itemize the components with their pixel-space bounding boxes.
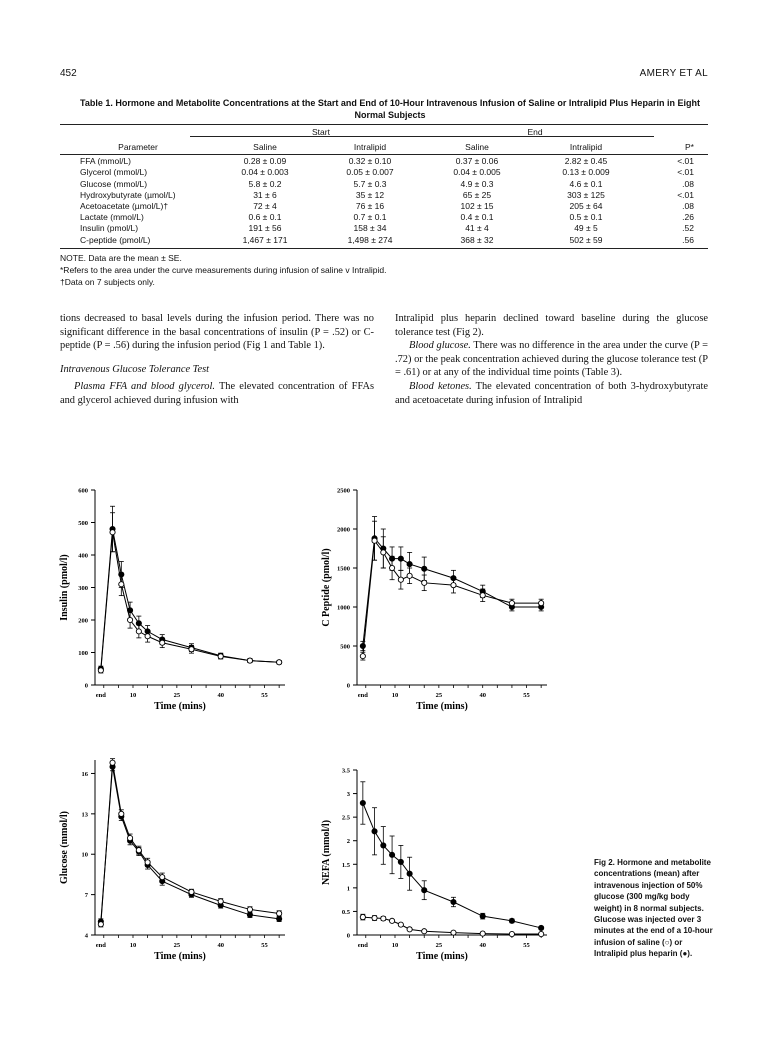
data-point: [480, 931, 485, 936]
row-value: 502 ± 59: [569, 234, 603, 245]
data-point: [451, 930, 456, 935]
section-heading: Intravenous Glucose Tolerance Test: [60, 363, 210, 375]
data-point: [247, 658, 252, 663]
row-value: 0.7 ± 0.1: [353, 212, 387, 223]
data-point: [218, 899, 223, 904]
text-column-left: [60, 312, 374, 408]
data-point: [381, 916, 386, 921]
data-point: [277, 911, 282, 916]
row-value: 0.04 ± 0.005: [453, 167, 501, 178]
table-footnote: *Refers to the area under the curve measurements during infusion of saline v Intralipid.: [60, 265, 387, 275]
figure-caption: Fig 2. Hormone and metabolite concentrations (mean) after intravenous injection of 50% glucose (300 mg/kg body weight) in 8 normal subjects. Glucose was injected over 3 minutes at the end of a 10-hour infusion of saline (○) or Intralipid plus heparin (●).: [594, 858, 713, 959]
chart-panel-4: [321, 768, 547, 963]
y-tick-label: 13: [81, 811, 88, 819]
y-tick-label: 1: [346, 885, 350, 893]
x-axis-label: Time (mins): [154, 701, 206, 712]
data-point: [539, 931, 544, 936]
y-tick-label: 600: [78, 487, 88, 495]
row-value: 0.28 ± 0.09: [243, 156, 287, 167]
y-tick-label: 0: [84, 682, 88, 690]
x-tick-label: 55: [261, 692, 268, 699]
row-p-value: <.01: [677, 167, 694, 178]
series-line: [101, 763, 279, 925]
row-parameter: Lactate (mmol/L): [80, 212, 144, 223]
data-point: [372, 915, 377, 920]
data-point: [247, 912, 252, 917]
row-value: 0.05 ± 0.007: [346, 167, 394, 178]
row-value: 0.13 ± 0.009: [562, 167, 610, 178]
paragraph: [395, 339, 708, 380]
table-row: [60, 212, 708, 223]
group-header-start: Start: [312, 127, 330, 137]
row-value: 0.4 ± 0.1: [460, 212, 494, 223]
x-tick-label: 40: [479, 692, 486, 699]
y-tick-label: 300: [78, 585, 88, 592]
table-row: [60, 190, 708, 201]
y-tick-label: 1.5: [341, 861, 350, 869]
col-header: P*: [685, 141, 694, 152]
y-tick-label: 1500: [337, 565, 350, 573]
data-point: [398, 577, 403, 582]
page-number: 452: [60, 68, 77, 79]
row-parameter: Glycerol (mmol/L): [80, 167, 148, 178]
row-value: 41 ± 4: [465, 223, 489, 234]
x-tick-label: 55: [523, 692, 530, 699]
y-axis-label: Glucose (mmol/l): [59, 810, 70, 885]
data-point: [218, 654, 223, 659]
x-tick-label: 25: [173, 692, 181, 699]
row-value: 303 ± 125: [567, 189, 605, 200]
data-point: [372, 538, 377, 543]
data-point: [136, 629, 141, 634]
y-tick-label: 2: [346, 838, 350, 846]
x-tick-label: 25: [173, 942, 181, 949]
data-point: [381, 550, 386, 555]
running-head: AMERY ET AL: [639, 68, 708, 79]
x-tick-label: 10: [391, 942, 399, 949]
data-point: [247, 907, 252, 912]
paragraph-text: The elevated concentration of both 3-hydroxybutyrate and acetoacetate during infusion of Intralipid: [395, 380, 709, 406]
paragraph-text: There was no difference in the area under the curve (P = .72) or the peak concentration achieved during the glucose tolerance test (P = .61) or at any of the individual time points (Table 3).: [395, 340, 708, 379]
series-open: [360, 914, 544, 936]
y-tick-label: 200: [78, 617, 88, 625]
row-p-value: .08: [682, 201, 694, 212]
table-row: [60, 156, 708, 167]
x-tick-label: end: [357, 692, 368, 699]
data-point: [422, 929, 427, 934]
data-point: [398, 922, 403, 927]
data-point: [509, 931, 514, 936]
data-point: [372, 829, 377, 834]
x-tick-label: 40: [217, 692, 224, 699]
y-axis-label: NEFA (mmol/l): [321, 819, 332, 886]
run-in-heading: Blood glucose.: [409, 340, 471, 352]
data-point: [407, 927, 412, 932]
data-point: [389, 565, 394, 570]
x-tick-label: 55: [523, 942, 530, 949]
y-tick-label: 10: [81, 851, 88, 859]
x-tick-label: 25: [435, 942, 443, 949]
series-line: [363, 538, 541, 646]
data-point: [189, 889, 194, 894]
x-tick-label: 25: [435, 692, 443, 699]
y-tick-label: 500: [78, 520, 88, 527]
data-point: [160, 875, 165, 880]
chart-panel-1: [59, 488, 285, 713]
chart-panel-2: [321, 488, 547, 713]
row-value: 102 ± 15: [460, 201, 494, 212]
data-point: [110, 530, 115, 535]
table-row: [60, 223, 708, 234]
data-point: [160, 640, 165, 645]
row-value: 158 ± 34: [353, 223, 387, 234]
series-open: [98, 759, 282, 927]
col-header: Saline: [253, 141, 277, 152]
col-header: Parameter: [118, 141, 158, 152]
data-point: [398, 859, 403, 864]
data-point: [127, 617, 132, 622]
data-point: [407, 871, 412, 876]
x-tick-label: end: [95, 942, 106, 949]
row-parameter: Hydroxybutyrate (µmol/L): [80, 189, 176, 200]
row-p-value: <.01: [677, 189, 694, 200]
y-tick-label: 500: [340, 643, 350, 651]
y-tick-label: 100: [78, 650, 88, 657]
row-value: 2.82 ± 0.45: [564, 156, 608, 167]
y-tick-label: 2000: [337, 526, 350, 534]
y-axis-label: Insulin (pmol/l): [59, 554, 70, 621]
data-point: [119, 582, 124, 587]
x-tick-label: 55: [261, 942, 268, 949]
table-row: [60, 201, 708, 212]
row-value: 4.6 ± 0.1: [569, 178, 603, 189]
x-tick-label: 10: [129, 942, 137, 949]
row-value: 191 ± 56: [248, 223, 282, 234]
table-footnote: †Data on 7 subjects only.: [60, 277, 155, 287]
data-point: [277, 660, 282, 665]
col-header: Intralipid: [353, 141, 387, 152]
row-value: 76 ± 16: [355, 201, 385, 212]
row-value: 368 ± 32: [460, 234, 494, 245]
row-p-value: .08: [682, 178, 694, 189]
data-point: [422, 580, 427, 585]
data-point: [480, 593, 485, 598]
data-point: [480, 914, 485, 919]
series-line: [101, 767, 279, 922]
x-axis-label: Time (mins): [154, 951, 206, 962]
y-tick-label: 1000: [337, 604, 350, 612]
y-tick-label: 0.5: [341, 908, 350, 916]
y-tick-label: 2.5: [341, 814, 350, 822]
data-point: [360, 914, 365, 919]
table-row: [60, 235, 708, 246]
series-filled: [360, 782, 544, 931]
data-point: [360, 654, 365, 659]
run-in-heading: Blood ketones.: [409, 380, 472, 392]
x-tick-label: end: [357, 942, 368, 949]
row-value: 5.7 ± 0.3: [353, 178, 387, 189]
x-tick-label: 40: [479, 942, 486, 949]
data-point: [98, 668, 103, 673]
row-value: 72 ± 4: [253, 201, 277, 212]
row-value: 4.9 ± 0.3: [460, 178, 494, 189]
table-note: NOTE. Data are the mean ± SE.: [60, 253, 182, 263]
chart-panel-3: [59, 759, 285, 962]
data-point: [451, 583, 456, 588]
x-tick-label: 40: [217, 942, 224, 949]
data-point: [539, 925, 544, 930]
data-point: [422, 888, 427, 893]
row-parameter: Insulin (pmol/L): [80, 223, 139, 234]
x-axis-label: Time (mins): [416, 701, 468, 712]
table-row: [60, 167, 708, 178]
row-value: 35 ± 12: [355, 189, 385, 200]
data-point: [389, 918, 394, 923]
paragraph: Intralipid plus heparin declined toward baseline during the glucose tolerance test (Fig 2).: [395, 313, 708, 338]
row-p-value: <.01: [677, 156, 694, 167]
row-value: 0.32 ± 0.10: [348, 156, 392, 167]
series-filled: [98, 763, 282, 925]
paragraph: tions decreased to basal levels during the infusion period. There was no significant difference in the basal concentrations of insulin (P = .52) or C-peptide (P = .56) during the infusion period (Fig 1 and Table 1).: [60, 313, 374, 352]
data-point: [127, 835, 132, 840]
paragraph-text: The elevated concentration of FFAs and glycerol achieved during infusion with: [60, 381, 374, 406]
table-row: [60, 179, 708, 190]
data-point: [145, 860, 150, 865]
data-point: [277, 916, 282, 921]
x-tick-label: 10: [391, 692, 399, 699]
row-parameter: C-peptide (pmol/L): [80, 234, 151, 245]
y-tick-label: 4: [84, 932, 88, 940]
x-tick-label: end: [95, 692, 106, 699]
y-tick-label: 0: [346, 682, 350, 690]
y-tick-label: 3.5: [341, 767, 350, 775]
data-point: [451, 899, 456, 904]
col-header: Intralipid: [569, 141, 603, 152]
row-value: 0.04 ± 0.003: [241, 167, 289, 178]
row-value: 0.37 ± 0.06: [455, 156, 499, 167]
y-tick-label: 400: [78, 552, 88, 560]
paragraph: [60, 380, 374, 407]
data-point: [381, 843, 386, 848]
y-axis-label: C Peptide (pmol/l): [321, 548, 332, 627]
col-header: Saline: [465, 141, 489, 152]
row-parameter: FFA (mmol/L): [80, 156, 132, 167]
series-open: [360, 521, 544, 660]
data-point: [360, 643, 365, 648]
data-point: [407, 562, 412, 567]
data-point: [422, 566, 427, 571]
data-point: [539, 601, 544, 606]
data-point: [110, 760, 115, 765]
group-header-end: End: [527, 127, 543, 137]
data-point: [189, 647, 194, 652]
row-value: 1,498 ± 274: [347, 234, 393, 245]
row-p-value: .52: [682, 223, 694, 234]
row-value: 1,467 ± 171: [242, 234, 288, 245]
row-value: 205 ± 64: [569, 201, 603, 212]
row-value: 0.6 ± 0.1: [248, 212, 282, 223]
row-parameter: Glucose (mmol/L): [80, 178, 148, 189]
data-point: [407, 573, 412, 578]
y-tick-label: 0: [346, 932, 350, 940]
data-point: [360, 800, 365, 805]
row-value: 65 ± 25: [462, 189, 492, 200]
row-p-value: .26: [682, 212, 694, 223]
text-column-right: [395, 312, 708, 407]
row-value: 31 ± 6: [253, 189, 277, 200]
series-line: [363, 803, 541, 928]
data-point: [145, 634, 150, 639]
row-value: 0.5 ± 0.1: [569, 212, 603, 223]
y-tick-label: 3: [346, 791, 350, 799]
run-in-heading: Plasma FFA and blood glycerol.: [74, 381, 215, 393]
data-point: [98, 922, 103, 927]
row-value: 49 ± 5: [574, 223, 598, 234]
row-p-value: .56: [682, 234, 694, 245]
x-tick-label: 10: [129, 692, 137, 699]
y-tick-label: 2500: [337, 487, 350, 495]
data-table: [60, 127, 708, 246]
row-value: 5.8 ± 0.2: [248, 178, 282, 189]
table-caption: Table 1. Hormone and Metabolite Concentrations at the Start and End of 10-Hour Intravenous Infusion of Saline or Intralipid Plus Heparin in Eight Normal Subjects: [80, 98, 700, 120]
data-point: [509, 918, 514, 923]
row-parameter: Acetoacetate (µmol/L)†: [80, 201, 169, 212]
data-point: [389, 852, 394, 857]
data-point: [136, 848, 141, 853]
x-axis-label: Time (mins): [416, 951, 468, 962]
data-point: [119, 811, 124, 816]
y-tick-label: 7: [84, 892, 88, 900]
data-point: [509, 601, 514, 606]
y-tick-label: 16: [81, 770, 88, 778]
data-point: [398, 556, 403, 561]
paragraph: [395, 380, 708, 407]
